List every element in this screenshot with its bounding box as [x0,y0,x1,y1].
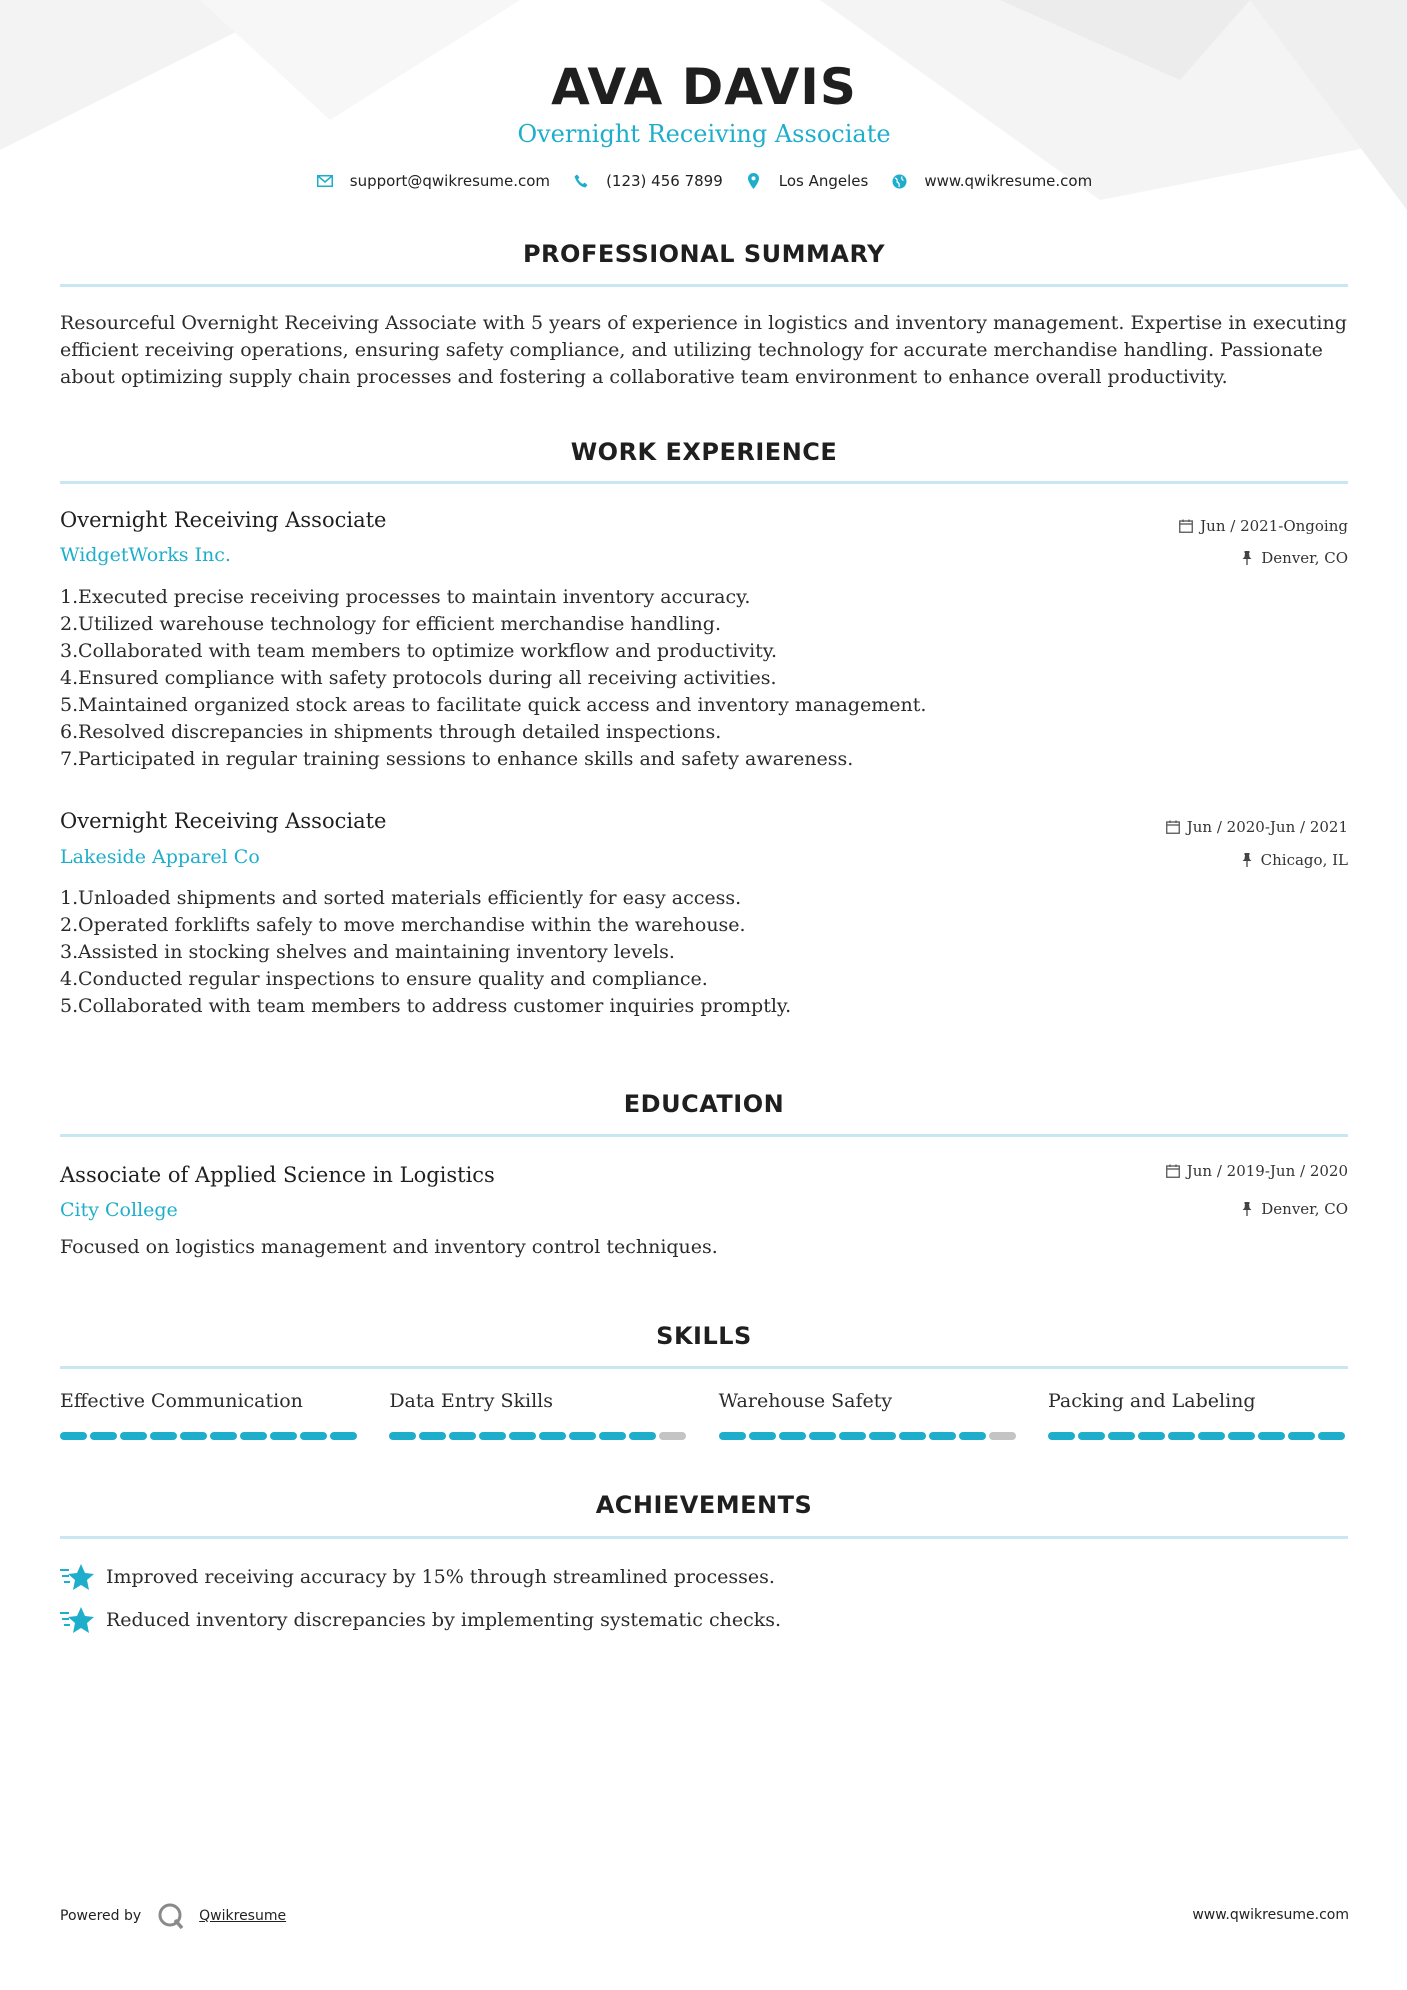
skill-segment-filled [509,1432,536,1440]
skill-segment-filled [210,1432,237,1440]
qwikresume-logo-icon [157,1902,185,1930]
list-item: 5. Maintained organized stock areas to facilitate quick access and inventory management. [60,694,927,716]
list-item: 2. Utilized warehouse technology for efficient merchandise handling. [60,613,721,635]
job-1-location-text: Denver, CO [1261,549,1348,567]
skill-segment-filled [839,1432,866,1440]
achievement-text: Reduced inventory discrepancies by implementing systematic checks. [106,1609,782,1631]
skill-segment-filled [809,1432,836,1440]
skill-name: Effective Communication [60,1390,303,1412]
skill-segment-filled [1258,1432,1285,1440]
skill-segment-filled [449,1432,476,1440]
skill-rating-bar [719,1432,1019,1440]
skill-segment-filled [1288,1432,1315,1440]
education-degree: Associate of Applied Science in Logistics [60,1163,495,1187]
education-dates-text: Jun / 2019-Jun / 2020 [1186,1162,1348,1180]
pushpin-icon [1239,550,1255,566]
skill-rating-bar [60,1432,360,1440]
skill-segment-filled [1228,1432,1255,1440]
skills-divider [60,1366,1348,1369]
list-item: 2. Operated forklifts safely to move merchandise within the warehouse. [60,914,746,936]
skill-segment-filled [150,1432,177,1440]
job-2-title: Overnight Receiving Associate [60,809,387,833]
skill-segment-filled [60,1432,87,1440]
phone-icon [572,172,590,190]
pushpin-icon [1239,852,1255,868]
globe-icon [890,172,908,190]
education-location-text: Denver, CO [1261,1200,1348,1218]
candidate-role: Overnight Receiving Associate [517,120,891,148]
list-item: 3. Assisted in stocking shelves and maintaining inventory levels. [60,941,675,963]
star-icon [60,1605,94,1635]
skill-name: Data Entry Skills [389,1390,553,1412]
list-item: 7. Participated in regular training sessions to enhance skills and safety awareness. [60,748,854,770]
achievement-item [60,1562,775,1592]
skill-rating-bar [1048,1432,1348,1440]
skill-rating-bar [389,1432,689,1440]
skill-segment-empty [989,1432,1016,1440]
list-item: 5. Collaborated with team members to address customer inquiries promptly. [60,995,792,1017]
contact-location-text: Los Angeles [778,172,869,190]
list-item: 6. Resolved discrepancies in shipments through detailed inspections. [60,721,722,743]
skill-segment-filled [419,1432,446,1440]
job-2-company: Lakeside Apparel Co [60,846,260,868]
education-location [1239,1200,1348,1218]
calendar-icon [1165,819,1181,835]
skill-segment-filled [330,1432,357,1440]
list-item: 3. Collaborated with team members to optimize workflow and productivity. [60,640,778,662]
list-item: 1. Executed precise receiving processes to maintain inventory accuracy. [60,586,751,608]
skill-segment-filled [240,1432,267,1440]
skill-item [60,1390,360,1440]
skill-segment-filled [1108,1432,1135,1440]
map-pin-icon [745,172,763,190]
summary-text: Resourceful Overnight Receiving Associate with 5 years of experience in logistics and inventory management. Expertise in executing efficient receiving operations, ensuring safety compliance, and utilizing technology for accurate merchandise handling. Passionate about optimizing supply chain processes and fostering a collaborative team environment to enhance overall productivity. [60,312,1347,388]
achievements-divider [60,1536,1348,1539]
envelope-icon [316,172,334,190]
list-item: 1. Unloaded shipments and sorted materials efficiently for easy access. [60,887,742,909]
skill-segment-filled [180,1432,207,1440]
job-1-dates-text: Jun / 2021-Ongoing [1200,517,1348,535]
skill-name: Packing and Labeling [1047,1390,1256,1412]
skill-segment-filled [599,1432,626,1440]
skill-segment-filled [389,1432,416,1440]
experience-heading: WORK EXPERIENCE [570,438,838,466]
contact-website-text: www.qwikresume.com [924,172,1093,190]
skill-segment-filled [899,1432,926,1440]
job-1-company: WidgetWorks Inc. [60,544,231,566]
skill-segment-filled [629,1432,656,1440]
skill-segment-empty [659,1432,686,1440]
contact-bar [60,172,1348,190]
skill-segment-filled [1078,1432,1105,1440]
skill-segment-filled [749,1432,776,1440]
list-item: 4. Ensured compliance with safety protocols during all receiving activities. [60,667,777,689]
candidate-name: AVA DAVIS [551,58,857,116]
achievement-item [60,1605,781,1635]
experience-divider [60,481,1348,484]
job-2-duties [60,885,1160,1020]
education-heading: EDUCATION [623,1090,785,1118]
skill-name: Warehouse Safety [718,1390,893,1412]
education-description: Focused on logistics management and inventory control techniques. [60,1236,718,1258]
skill-segment-filled [959,1432,986,1440]
footer-website[interactable]: www.qwikresume.com [1192,1907,1349,1923]
skill-segment-filled [1198,1432,1225,1440]
job-1-duties [60,584,1160,773]
contact-phone[interactable] [572,172,723,190]
skill-segment-filled [719,1432,746,1440]
pushpin-icon [1239,1201,1255,1217]
summary-heading: PROFESSIONAL SUMMARY [522,240,886,268]
contact-website[interactable] [890,172,1092,190]
job-2-dates [1165,818,1348,836]
skill-item [719,1390,1019,1440]
footer-powered-by [60,1902,286,1930]
skill-segment-filled [779,1432,806,1440]
skill-segment-filled [1138,1432,1165,1440]
skill-segment-filled [869,1432,896,1440]
skill-segment-filled [270,1432,297,1440]
skill-segment-filled [300,1432,327,1440]
education-divider [60,1134,1348,1137]
job-2-dates-text: Jun / 2020-Jun / 2021 [1186,818,1348,836]
list-item: 4. Conducted regular inspections to ensure quality and compliance. [60,968,708,990]
qwikresume-link[interactable]: Qwikresume [199,1908,287,1924]
skill-segment-filled [929,1432,956,1440]
job-2-location [1239,851,1348,869]
contact-email[interactable] [316,172,550,190]
contact-phone-text: (123) 456 7899 [606,172,723,190]
contact-email-text: support@qwikresume.com [349,172,551,190]
skill-segment-filled [1048,1432,1075,1440]
job-1-dates [1178,517,1348,535]
calendar-icon [1165,1163,1181,1179]
skill-item [389,1390,689,1440]
skill-segment-filled [479,1432,506,1440]
skills-heading: SKILLS [656,1322,752,1350]
skill-segment-filled [90,1432,117,1440]
summary-divider [60,284,1348,287]
job-2-location-text: Chicago, IL [1260,851,1348,869]
skills-list [60,1390,1348,1440]
job-1-location [1239,549,1348,567]
achievement-text: Improved receiving accuracy by 15% through streamlined processes. [106,1566,775,1588]
skill-segment-filled [539,1432,566,1440]
education-dates [1165,1162,1348,1180]
achievements-heading: ACHIEVEMENTS [595,1491,813,1519]
powered-by-label: Powered by [60,1908,142,1924]
contact-location [745,172,869,190]
skill-segment-filled [1318,1432,1345,1440]
skill-segment-filled [120,1432,147,1440]
education-school: City College [60,1199,178,1221]
calendar-icon [1178,518,1194,534]
star-icon [60,1562,94,1592]
job-1-title: Overnight Receiving Associate [60,508,387,532]
skill-segment-filled [1168,1432,1195,1440]
skill-segment-filled [569,1432,596,1440]
skill-item [1048,1390,1348,1440]
